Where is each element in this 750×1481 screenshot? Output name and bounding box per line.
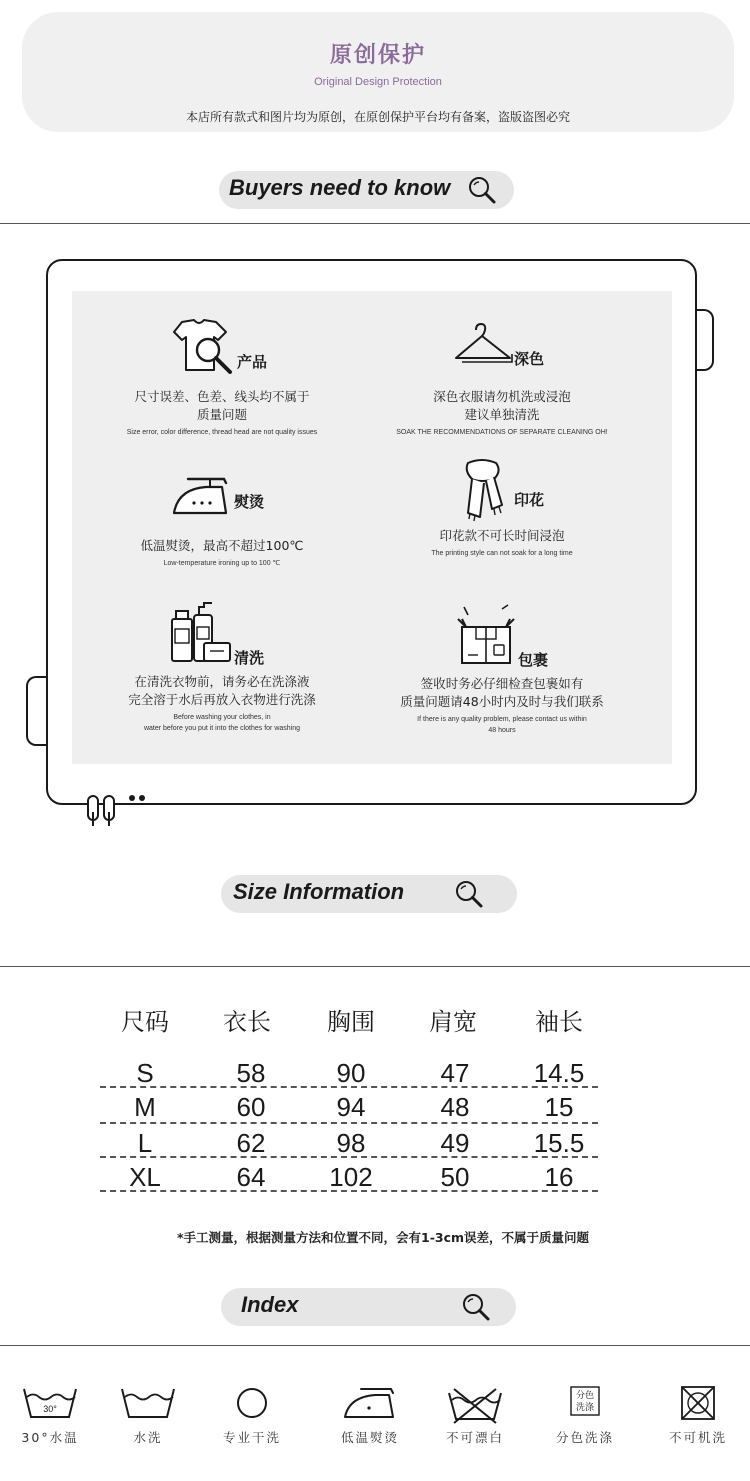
size-cell: 98: [336, 1128, 366, 1158]
care-label: 包裹: [518, 651, 549, 669]
search-icon: [454, 879, 484, 909]
wash-label: 不可机洗: [668, 1430, 727, 1445]
size-cell: 64: [236, 1162, 266, 1192]
divider-line: [0, 966, 750, 967]
size-section-title: Size Information: [233, 879, 405, 904]
index-section-title: Index: [241, 1292, 299, 1317]
care-text-en: Size error, color difference, thread head are not quality issues: [126, 429, 318, 436]
wash-temperature: 30°: [43, 1404, 57, 1414]
care-text-en: Before washing your clothes, in: [173, 714, 271, 721]
care-item-printing: [352, 457, 652, 559]
divider-line: [0, 223, 750, 224]
protection-description: 本店所有款式和图片均为原创，在原创保护平台均有备案，盗版盗图必究: [185, 110, 570, 124]
table-row: [92, 1092, 612, 1126]
frame-side-tab: [26, 676, 48, 746]
size-cell: 15.5: [533, 1128, 585, 1158]
size-cell: 58: [236, 1058, 266, 1088]
wash-symbol-dry-clean: [202, 1385, 302, 1446]
index-section-header: [221, 1288, 516, 1326]
size-cell: 16: [544, 1162, 574, 1192]
care-text-cn: 完全溶于水后再放入衣物进行洗涤: [128, 692, 316, 707]
column-header: 尺码: [121, 1008, 169, 1036]
wash-symbol-low-iron: [320, 1385, 420, 1446]
column-header: 袖长: [535, 1008, 583, 1036]
care-text-en: water before you put it into the clothes for washing: [143, 725, 301, 732]
size-cell: 14.5: [533, 1058, 585, 1088]
care-item-package: [352, 601, 652, 736]
care-text-en: 48 hours: [488, 727, 516, 734]
size-cell: L: [137, 1128, 153, 1158]
package-icon: [452, 601, 520, 667]
wash-label: 不可漂白: [445, 1430, 504, 1445]
iron-icon: [170, 473, 232, 519]
care-text-en: SOAK THE RECOMMENDATIONS OF SEPARATE CLEANING OH!: [396, 429, 608, 436]
wash-tub-icon: [119, 1385, 177, 1421]
size-cell: 102: [329, 1162, 373, 1192]
wash-symbol-30-degree: [0, 1385, 100, 1446]
wash-30-icon: [21, 1385, 79, 1421]
frame-side-tab: [694, 309, 714, 371]
size-cell: 47: [440, 1058, 470, 1088]
care-text-cn: 签收时务必仔细检查包裹如有: [420, 676, 584, 691]
tshirt-magnifier-icon: [168, 318, 240, 378]
protection-subtitle: Original Design Protection: [314, 76, 442, 88]
care-item-dark-colors: [352, 318, 652, 438]
wash-label: 低温熨烫: [340, 1430, 399, 1445]
separate-colors-line2: 洗涤: [575, 1403, 595, 1413]
row-divider: [100, 1086, 598, 1088]
detergent-icon: [168, 599, 234, 665]
divider-line: [0, 1345, 750, 1346]
size-cell: XL: [129, 1162, 161, 1192]
search-icon: [467, 175, 497, 205]
care-item-ironing: [72, 467, 372, 569]
wash-symbol-separate-colors: [535, 1385, 635, 1446]
wash-label: 30°水温: [21, 1430, 79, 1445]
care-label: 清洗: [234, 649, 265, 667]
column-header: 肩宽: [429, 1008, 477, 1036]
search-icon: [461, 1292, 491, 1322]
size-cell: 90: [336, 1058, 366, 1088]
care-text-cn: 尺寸误差、色差、线头均不属于: [134, 389, 310, 404]
care-instructions-panel: [72, 291, 672, 764]
row-divider: [100, 1156, 598, 1158]
hanger-icon: [452, 320, 516, 370]
wash-label: 专业干洗: [222, 1430, 281, 1445]
row-divider: [100, 1190, 598, 1192]
care-label: 产品: [237, 353, 268, 371]
size-cell: 94: [336, 1092, 366, 1122]
care-text-cn: 印花款不可长时间浸泡: [439, 528, 565, 543]
measurement-note: *手工测量，根据测量方法和位置不同，会有1-3cm误差，不属于质量问题: [176, 1230, 590, 1245]
size-section-header: [221, 875, 517, 913]
size-cell: 60: [236, 1092, 266, 1122]
size-cell: 15: [544, 1092, 574, 1122]
dry-clean-icon: [234, 1385, 270, 1421]
size-cell: 62: [236, 1128, 266, 1158]
separate-colors-line1: 分色: [575, 1391, 595, 1401]
care-item-washing: [72, 599, 372, 734]
size-cell: 50: [440, 1162, 470, 1192]
buyers-section-header: [219, 171, 514, 209]
row-divider: [100, 1122, 598, 1124]
protection-title: 原创保护: [329, 43, 426, 68]
care-label: 印花: [514, 491, 545, 509]
frame-clip-icon: [84, 792, 156, 828]
care-item-product: [72, 318, 372, 438]
care-text-cn: 质量问题请48小时内及时与我们联系: [400, 694, 604, 709]
wash-symbol-no-bleach: [425, 1385, 525, 1446]
column-header: 胸围: [327, 1008, 375, 1036]
no-bleach-icon: [446, 1385, 504, 1425]
no-machine-wash-icon: [680, 1385, 716, 1421]
buyers-section-title: Buyers need to know: [229, 175, 451, 200]
care-text-cn: 质量问题: [196, 407, 247, 422]
size-table-header: [92, 1002, 612, 1036]
column-header: 衣长: [223, 1008, 271, 1036]
care-label: 深色: [514, 350, 545, 368]
original-protection-card: [22, 12, 734, 132]
size-cell: 49: [440, 1128, 470, 1158]
wash-label: 分色洗涤: [555, 1430, 614, 1445]
care-text-cn: 深色衣服请勿机洗或浸泡: [433, 389, 571, 404]
care-text-en: Low-temperature ironing up to 100 ℃: [163, 560, 281, 567]
size-cell: M: [134, 1092, 156, 1122]
low-iron-icon: [341, 1385, 399, 1421]
care-text-cn: 建议单独清洗: [464, 407, 540, 422]
wash-symbol-no-machine-wash: [648, 1385, 748, 1446]
separate-colors-icon: [569, 1385, 601, 1417]
care-text-en: If there is any quality problem, please contact us within: [417, 716, 587, 723]
wash-symbol-hand-wash: [98, 1385, 198, 1446]
care-label: 熨烫: [234, 493, 265, 511]
care-text-cn: 在清洗衣物前，请务必在洗涤液: [134, 674, 310, 689]
size-cell: 48: [440, 1092, 470, 1122]
scarf-icon: [460, 457, 506, 523]
care-text-cn: 低温熨烫，最高不超过100℃: [140, 538, 304, 553]
size-cell: S: [136, 1058, 154, 1088]
wash-label: 水洗: [133, 1430, 163, 1445]
care-text-en: The printing style can not soak for a long time: [431, 550, 573, 557]
